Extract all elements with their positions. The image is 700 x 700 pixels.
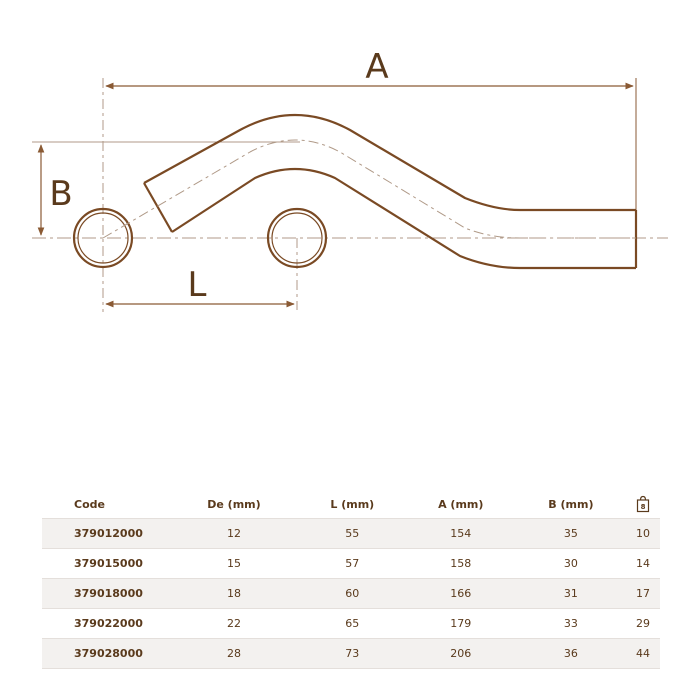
cell-l: 65 [299, 609, 406, 639]
cell-a: 158 [406, 549, 516, 579]
cell-l: 55 [299, 519, 406, 549]
cell-l: 73 [299, 639, 406, 669]
header-a: A (mm) [438, 497, 484, 511]
cell-de: 28 [169, 639, 299, 669]
cell-code: 379015000 [42, 549, 169, 579]
cell-a: 179 [406, 609, 516, 639]
cell-a: 166 [406, 579, 516, 609]
table-header-row [42, 490, 660, 519]
cell-code: 379028000 [42, 639, 169, 669]
cell-code: 379022000 [42, 609, 169, 639]
table-row [42, 519, 660, 549]
cell-de: 18 [169, 579, 299, 609]
table-row [42, 609, 660, 639]
cell-l: 60 [299, 579, 406, 609]
cell-de: 15 [169, 549, 299, 579]
cell-pack: 44 [626, 639, 660, 669]
cell-b: 30 [516, 549, 626, 579]
dimension-label-b: B [49, 174, 73, 214]
cell-a: 206 [406, 639, 516, 669]
cell-pack: 10 [626, 519, 660, 549]
spec-table [42, 490, 660, 669]
dimension-label-a: A [365, 47, 389, 87]
header-de: De (mm) [207, 497, 261, 511]
cell-l: 57 [299, 549, 406, 579]
table-row [42, 639, 660, 669]
header-l: L (mm) [330, 497, 375, 511]
cell-a: 154 [406, 519, 516, 549]
cell-b: 31 [516, 579, 626, 609]
header-pack [626, 490, 660, 519]
cell-pack: 29 [626, 609, 660, 639]
cell-b: 33 [516, 609, 626, 639]
dimension-label-l: L [187, 265, 207, 305]
cell-b: 36 [516, 639, 626, 669]
bent-pipe-outline [144, 115, 636, 268]
package-icon [636, 495, 650, 513]
table-row [42, 549, 660, 579]
cell-de: 12 [169, 519, 299, 549]
cell-code: 379012000 [42, 519, 169, 549]
svg-text:8: 8 [640, 503, 646, 511]
pipe-centerline [103, 140, 636, 238]
cell-de: 22 [169, 609, 299, 639]
cell-pack: 17 [626, 579, 660, 609]
cell-pack: 14 [626, 549, 660, 579]
header-b: B (mm) [548, 497, 594, 511]
cell-b: 35 [516, 519, 626, 549]
cell-code: 379018000 [42, 579, 169, 609]
header-code: Code [74, 497, 105, 511]
table-row [42, 579, 660, 609]
